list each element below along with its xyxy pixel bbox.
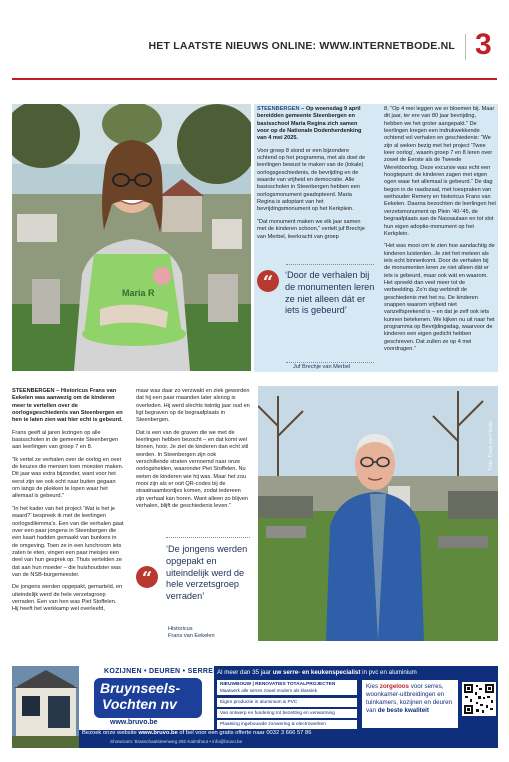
ad-house-photo <box>12 666 79 748</box>
promo-highlight: zorgeloos <box>379 683 409 690</box>
pull-quote-author: Juf Brechje van Merbel <box>293 364 351 370</box>
body-paragraph: “Dat monument maken we elk jaar samen met de kinderen schoon,” vertelt juf Brechje van Merbel, leerkracht van groep <box>257 218 365 240</box>
ad-headline-bold: uw serre- en keukenspecialist <box>272 669 361 676</box>
body-paragraph: maar was daar zo verzwakt en ziek geworden dat hij een paar maanden later alsnog is overleden. Hij werd slechts twintig jaar oud en ligt begraven op de begraafplaats in Steenbergen. <box>136 388 250 424</box>
ad-strip: Eigen productie in aluminium & PVC <box>217 698 357 707</box>
brand-name-line1: Bruynseels- <box>100 680 181 696</box>
running-title: HET LAATSTE NIEUWS ONLINE: WWW.INTERNETBODE.NL <box>148 40 455 52</box>
article-bottom-col1 <box>12 388 124 619</box>
ad-strip: Van ontwerp en fundering tot bezetting en verwarming <box>217 709 357 718</box>
lead-paragraph <box>12 388 124 425</box>
pull-quote-bottom <box>136 542 252 642</box>
teacher-photo <box>12 104 251 371</box>
quote-rule-top <box>166 537 250 538</box>
header-divider <box>465 34 466 60</box>
body-paragraph: Frans geeft al jaren lezingen op alle basisscholen in de gemeente Steenbergen aan leerlingen van groep 7 en 8. <box>12 429 119 451</box>
quote-icon: “ <box>257 270 279 292</box>
quote-rule-top <box>286 264 374 265</box>
article-top-col1 <box>257 106 369 246</box>
contact-phone: of bel voor een gratis offerte naar 0032 3 666 57 86 <box>177 730 312 736</box>
historian-photo <box>258 386 498 641</box>
dateline: STEENBERGEN <box>12 388 55 394</box>
pull-quote-author-role: Historicus <box>168 626 193 632</box>
body-paragraph: “Ik vertel ze verhalen over de oorlog en over de keuzes die mensen toen moesten maken. Dit jaar was extra bijzonder, want voor het eerst zijn we ook echt naar buiten gegaan om langs de plekken te lopen waar het allemaal is gebeurd.” <box>12 456 124 500</box>
contact-url[interactable]: www.bruvo.be <box>138 730 178 736</box>
ad-headline-pre: Al meer dan 35 jaar <box>217 669 273 676</box>
ad-promo-box <box>362 680 458 728</box>
ad-strip: NIEUWBOUW | RENOVATIES TOTAALPROJECTEN <box>217 680 357 689</box>
promo-highlight: de beste kwaliteit <box>377 707 429 714</box>
ad-contact-line <box>82 730 311 736</box>
ad-showroom-address: Showroom: Brasschaatsteenweg 292 Kalmthout • info@bruvo.be <box>110 739 243 744</box>
pull-quote-text: ‘Door de verhalen bij de monumenten leren ze niet alleen dát er iets is gebeurd’ <box>285 270 375 316</box>
body-paragraph: De jongens werden opgepakt, gemarteld, en uiteindelijk werd de hele verzetsgroep verraden. Een van hen was Piet Stoffelen. Hij heeft het werkkamp wel overleefd, <box>12 584 123 613</box>
ad-strip: Plaatsing ingebouwde zonwering & electrowerken <box>217 720 357 729</box>
brand-name-line2: Vochten nv <box>102 696 177 712</box>
body-paragraph: “Het was mooi om te zien hoe aandachtig de kinderen luisterden. Je ziet het meteen als iets echt binnenkomt. Door de verhalen bij de monumenten leren ze niet alleen dát er iets is gebeurd, maar ook wát en waarom. Het spreekt dan veel meer tot de verbeelding. Zo’n dag verbindt de geschiedenis met het nu. De kinderen snappen waarom vrijheid niet vanzelfsprekend is – en dat je zelf ook iets kunnen betekenen. We kijken nu uit naar het programma op Bevrijdingsdag, waarvoor de kinderen een eigen gedicht hebben geschreven. Dat zullen ze op 4 mei voordragen.” <box>384 243 495 352</box>
quote-rule-bottom <box>286 362 374 363</box>
page-number: 3 <box>475 28 492 61</box>
quote-icon: “ <box>136 566 158 588</box>
pull-quote-top <box>257 270 379 370</box>
lead-text: – Historicus Frans van Eekelen was aanwezig om de kinderen meer te vertellen over de oorlogsgeschiedenis van Steenbergen en hen te laten zien wat hier echt is gebeurd. <box>12 388 123 424</box>
ad-website-link[interactable]: www.bruvo.be <box>110 719 158 726</box>
promo-text: voor serres, woonkamer-uitbreidingen en tuinkamers, kozijnen en deuren van <box>366 683 452 714</box>
pull-quote-author: Frans van Eekelen <box>168 633 215 639</box>
ad-headline-post: in pvc en aluminium <box>360 669 417 676</box>
svg-text:Maria R: Maria R <box>122 288 155 298</box>
qr-code-icon[interactable] <box>462 682 496 716</box>
contact-pre: Bezoek onze website <box>82 730 139 736</box>
dateline: STEENBERGEN <box>257 106 300 112</box>
lead-paragraph <box>257 106 369 143</box>
ad-headline <box>217 669 417 676</box>
body-paragraph: 8. “Op 4 mei leggen we er bloemen bij. Maar dit jaar, ter ere van 80 jaar bevrijding, hebben we het groter aangepakt.” De leerlingen kregen een indrukwekkende ochtend vol verhalen en geschiedenis: “We zijn al weken bezig met het project ‘Twee keer oorlog’, waarin groep 7 en 8 leren over zowel de Eerste als de Tweede Wereldoorlog. Deze excursie was echt een hoogtepunt: de kinderen zagen met eigen ogen waar het allemaal is gebeurd.” De dag begon in de raadszaal, met toespraken van wethouder Remery en historicus Frans van Eekelen. Daarna bezochten de leerlingen het verzetsmonument op Plein ’40-’45, de begraafplaats aan de Nassaulaan en tot slot hun eigen adoptie-monument op het Kerkplein. <box>384 106 496 237</box>
article-bottom-col2 <box>136 388 250 516</box>
body-paragraph: Dat is een van de graven die we met de leerlingen hebben bezocht – en dat komt wel binnen, hoor. Je ziet de kinderen dan echt stil worden. In Steenbergen zijn ook verschillende straten vernoemd naar onze oorlogshelden, waaronder Piet Stoffelen. Nu weten de kinderen wie hij was. Maar het zou mooi zijn als er ooit QR-codes bij de straatnaambordjes komen, zodat iedereen zijn verhaal kan horen. Want alleen zo blijven verhalen, blijft de geschiedenis leven.” <box>136 429 249 510</box>
advertisement[interactable] <box>12 666 498 748</box>
promo-text-pre: Kies <box>366 683 380 690</box>
page-header <box>0 0 509 78</box>
header-rule <box>12 78 497 80</box>
pull-quote-text: ‘De jongens werden opgepakt en uiteindelijk werd de hele verzetsgroep verraden’ <box>166 544 248 602</box>
lead-text: – Op woensdag 9 april bereidden gemeente Steenbergen en basisschool Maria Regina zich samen voor op de Nationale Dodenherdenking van 4 mei 2025. <box>257 106 362 142</box>
article-top-col2 <box>384 106 496 358</box>
body-paragraph: “In het kader van het project ‘Wat is het je waard?’ bespreek ik met de leerlingen oorlogsdilemma’s. Een van die verhalen gaat over een paar jongens in Steenbergen die een kaart hadden gemaakt van bunkers in de omgeving. Toen ze in een lunchroom iets zaten te eten, vingen een paar meisjes een deel van hun gesprek op. Thuis vertelden ze dat aan hun moeder – die huishoudster was van de NSB-burgemeester. <box>12 505 124 578</box>
body-paragraph: Voor groep 8 stond er een bijzondere ochtend op het programma, met als doel de leerlingen bewust te maken van de (lokale) oorlogsgeschiedenis, de bevrijding en de waarde van vrijheid en democratie. Alle basisscholen in Steenbergen hebben een oorlogsmonument geadopteerd. Maria Regina is adoptant van het bevrijdingsmonument op het Kerkplein. <box>257 147 366 213</box>
ad-categories: KOZIJNEN • DEUREN • SERRES <box>104 668 219 675</box>
photo-credit: Foto: Daan van Halder <box>488 420 494 471</box>
bruvo-logo <box>94 678 202 718</box>
article-top-box <box>254 104 498 372</box>
ad-strip-sub: Maatwerk alle serres zowel modern als klassiek <box>217 687 357 695</box>
